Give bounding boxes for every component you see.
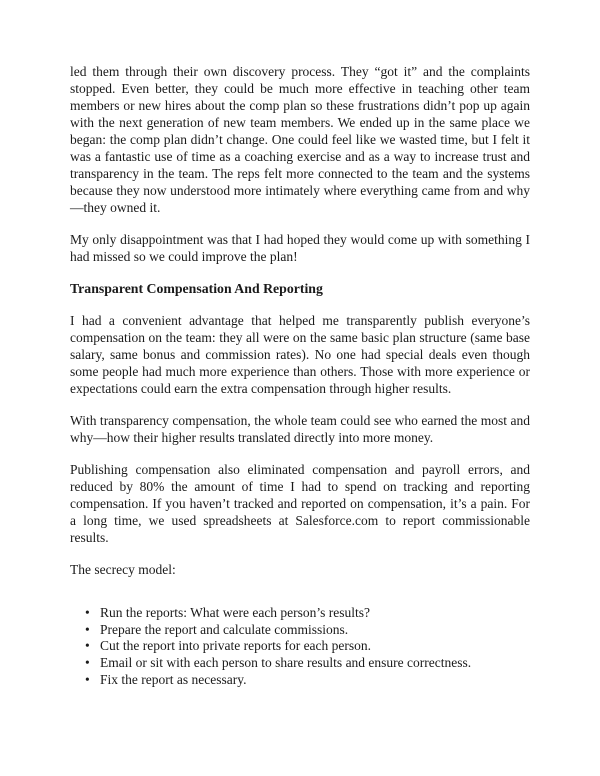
- paragraph-publishing: Publishing compensation also eliminated compensation and payroll errors, and reduced by 80% the amount of time I had to spend on tracking and reporting compensation. If you haven’t tracked and reported on compensation, it’s a pain. For a long time, we used spreadsheets at Salesforce.com to report commissionable results.: [70, 462, 530, 545]
- list-item-text: Cut the report into private reports for each person.: [100, 638, 372, 654]
- bullet-icon: •: [85, 621, 90, 637]
- list-item-text: Prepare the report and calculate commissions.: [100, 621, 349, 637]
- list-item: [70, 622, 530, 639]
- bullet-icon: •: [85, 638, 90, 654]
- bullet-icon: •: [85, 655, 90, 671]
- secrecy-model-list: [70, 605, 530, 689]
- list-item-text: Run the reports: What were each person’s results?: [100, 605, 371, 620]
- list-item-text: Fix the report as necessary.: [100, 671, 247, 687]
- paragraph-convenient-advantage: I had a convenient advantage that helped me transparently publish everyone’s compensation on the team: they all were on the same basic plan structure (same base salary, same bonus and commission rates). No one had special deals even though some people had much more experience than others. Those with more experience or expectations could earn the extra compensation through higher results.: [70, 313, 530, 396]
- bullet-icon: •: [85, 671, 90, 687]
- paragraph-disappointment: My only disappointment was that I had hoped they would come up with something I had missed so we could improve the plan!: [70, 232, 530, 264]
- list-item-text: Email or sit with each person to share results and ensure correctness.: [100, 655, 472, 671]
- list-item: [70, 605, 530, 622]
- paragraph-discovery-process: led them through their own discovery process. They “got it” and the complaints stopped. Even better, they could be much more effective in teaching other team members or new hires about the comp plan so these frustrations didn’t pop up again with the next generation of new team members. We ended up in the same place we began: the comp plan didn’t change. One could feel like we wasted time, but I felt it was a fantastic use of time as a coaching exercise and as a way to increase trust and transparency in the team. The reps felt more connected to the team and the systems because they now understood more intimately where everything came from and why—they owned it.: [70, 64, 530, 215]
- section-heading: Transparent Compensation And Reporting: [70, 281, 323, 296]
- list-item: [70, 655, 530, 672]
- list-item: [70, 672, 530, 689]
- bullet-icon: •: [85, 605, 90, 620]
- paragraph-secrecy-model: The secrecy model:: [70, 562, 176, 577]
- list-item: [70, 638, 530, 655]
- paragraph-transparency: With transparency compensation, the whole team could see who earned the most and why—how their higher results translated directly into more money.: [70, 413, 530, 445]
- page-content: [70, 63, 530, 689]
